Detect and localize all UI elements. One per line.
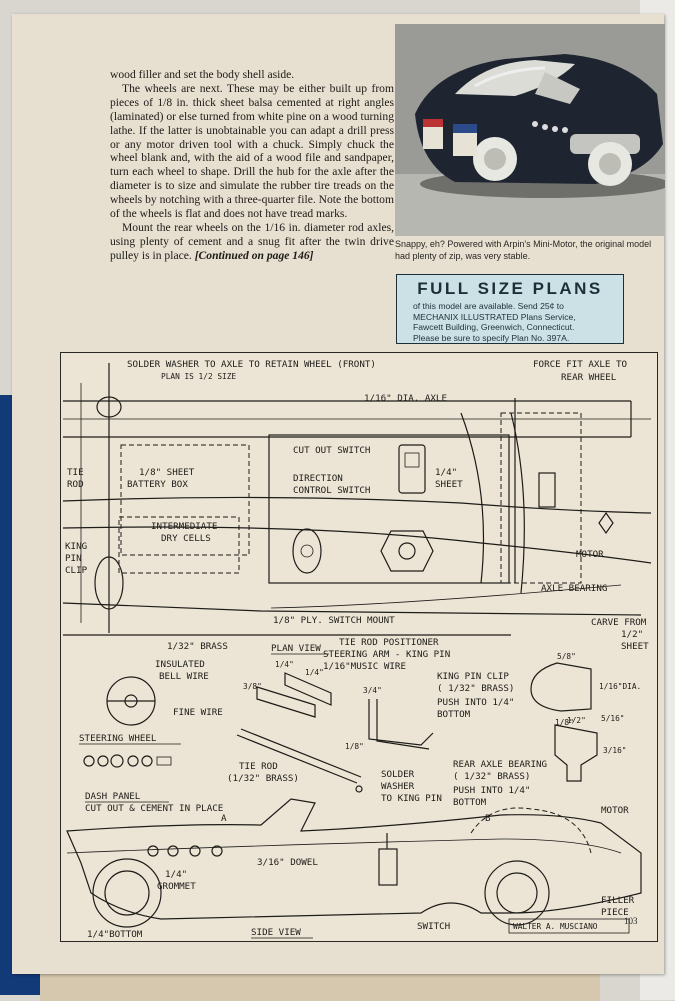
label: STEERING WHEEL [79, 733, 157, 744]
label: BOTTOM [437, 709, 471, 720]
label: SWITCH [417, 921, 451, 932]
label: 1/4"BOTTOM [87, 929, 143, 940]
magazine-page [12, 14, 664, 974]
plans-text: of this model are available. Send 25¢ to MECHANIX ILLUSTRATED Plans Service, Fawcett Building, Greenwich, Connecticut. Please be sure to specify Plan No. 397A. [413, 301, 576, 343]
label: 3/8" [243, 682, 262, 691]
label: 1/16" DIA. AXLE [364, 393, 447, 404]
label: BOTTOM [453, 797, 487, 808]
label: CUT OUT & CEMENT IN PLACE [85, 803, 224, 814]
label: 3/4" [363, 686, 382, 695]
label: 1/8" SHEET [139, 467, 195, 478]
label: GROMMET [157, 881, 196, 892]
label: MOTOR [576, 549, 604, 560]
article-paragraph: wood filler and set the body shell aside. [110, 68, 295, 81]
label: 1/8" [555, 718, 574, 727]
label: DIRECTION [293, 473, 343, 484]
label: 1/16"MUSIC WIRE [323, 661, 406, 672]
page-number: 103 [624, 916, 638, 926]
label: SOLDER WASHER TO AXLE TO RETAIN WHEEL (FRONT) [127, 359, 376, 370]
label: PIECE [601, 907, 629, 918]
label: B [485, 813, 491, 824]
article-paragraph: The wheels are next. These may be either built up from pieces of 1/8 in. thick sheet balsa cemented at right angles (laminated) or else turned from white pine on a wood turning lathe. If the latter is unobtainable you can adapt a drill press or any motor driven tool with a chuck. Simply chuck the wheel blank and, with the aid of a wood file and sandpaper, turn each wheel to shape. Drill the hub for the axle after the diameter is to size and simulate the rubber tire treads on the wheels by notching with a three-quarter file. Note the bottom of the wheels is flat and does not have tread marks. [110, 81, 394, 221]
label: 5/16" [601, 714, 625, 723]
label: 1/2" [567, 716, 586, 725]
label: TIE [67, 467, 84, 478]
label: CUT OUT SWITCH [293, 445, 371, 456]
photo-caption: Snappy, eh? Powered with Arpin's Mini-Motor, the original model had plenty of zip, was very stable. [395, 239, 652, 261]
label: 1/8" PLY. SWITCH MOUNT [273, 615, 395, 626]
label: BELL WIRE [159, 671, 209, 682]
continued-note: [Continued on page 146] [194, 248, 314, 262]
label: 1/4" [165, 869, 188, 880]
label: KING PIN CLIP [437, 671, 509, 682]
model-car-photo [395, 24, 665, 236]
label: PUSH INTO 1/4" [453, 785, 531, 796]
label: CONTROL SWITCH [293, 485, 371, 496]
label: REAR WHEEL [561, 372, 617, 383]
label: 1/8" [345, 742, 364, 751]
label: TIE ROD [239, 761, 278, 772]
label: 1/4" [305, 668, 324, 677]
author-credit: WALTER A. MUSCIANO [513, 922, 598, 931]
label: 5/8" [557, 652, 576, 661]
label: KING [65, 541, 88, 552]
label: FINE WIRE [173, 707, 223, 718]
label: MOTOR [601, 805, 629, 816]
label: TIE ROD POSITIONER [339, 637, 439, 648]
full-size-plans-box [396, 274, 624, 344]
label: SIDE VIEW [251, 927, 301, 938]
label: 1/2" [621, 629, 644, 640]
label: ROD [67, 479, 84, 490]
label: STEERING ARM - KING PIN [323, 649, 451, 660]
label: INSULATED [155, 659, 205, 670]
article-paragraph: Mount the rear wheels on the 1/16 in. diameter rod axles, using plenty of cement and a snug fit after the twin drive pulley is in place. [Continued on page 146] [110, 220, 394, 262]
label: DRY CELLS [161, 533, 211, 544]
label: 1/4" [275, 660, 294, 669]
label: 1/4" [435, 467, 458, 478]
label: SOLDER [381, 769, 415, 780]
label: SHEET [621, 641, 649, 652]
label: WASHER [381, 781, 415, 792]
adjacent-card [40, 972, 600, 1001]
label: TO KING PIN [381, 793, 442, 804]
label: 1/32" BRASS [167, 641, 228, 652]
label: PUSH INTO 1/4" [437, 697, 515, 708]
article-body [110, 68, 394, 263]
plan-svg [61, 353, 657, 941]
model-plan-drawing [60, 352, 658, 942]
plans-title: FULL SIZE PLANS [417, 279, 603, 298]
label: SHEET [435, 479, 463, 490]
label: PLAN IS 1/2 SIZE [161, 372, 237, 381]
label: DASH PANEL [85, 791, 141, 802]
label: ( 1/32" BRASS) [437, 683, 515, 694]
label: (1/32" BRASS) [227, 773, 299, 784]
label: AXLE BEARING [541, 583, 608, 594]
label: FORCE FIT AXLE TO [533, 359, 628, 370]
label: 1/16"DIA. [599, 682, 642, 691]
label: ( 1/32" BRASS) [453, 771, 531, 782]
label: A [221, 813, 227, 824]
label: INTERMEDIATE [151, 521, 218, 532]
label: CLIP [65, 565, 88, 576]
label: FILLER [601, 895, 635, 906]
label: 3/16" DOWEL [257, 857, 318, 868]
label: 3/16" [603, 746, 627, 755]
label: CARVE FROM [591, 617, 647, 628]
label: PLAN VIEW [271, 643, 321, 654]
label: REAR AXLE BEARING [453, 759, 548, 770]
label: PIN [65, 553, 82, 564]
label: BATTERY BOX [127, 479, 188, 490]
